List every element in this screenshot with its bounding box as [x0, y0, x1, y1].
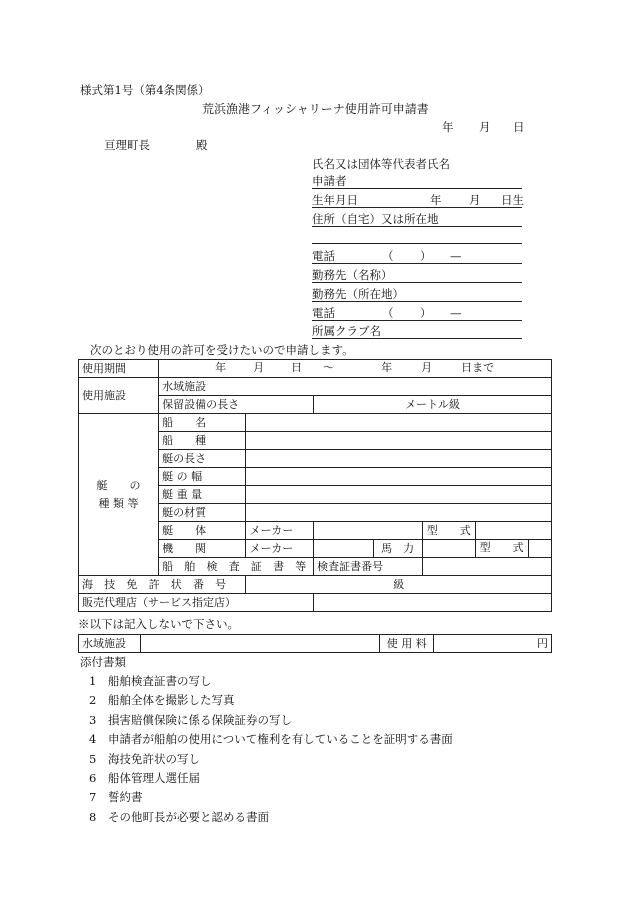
horsepower-label: 馬 力	[373, 540, 422, 558]
attachment-item: 船舶検査証書の写し	[108, 674, 212, 688]
hull-maker-label: メーカー	[246, 522, 314, 540]
boat-weight-label: 艇 重 量	[159, 486, 246, 504]
phone-paren-close: ）	[420, 249, 432, 263]
fee-water-facility-value	[140, 635, 379, 653]
work-name-field[interactable]	[312, 268, 522, 283]
period-year-start: 年	[215, 361, 227, 374]
dob-day: 日生	[501, 193, 524, 207]
period-month-end: 月	[421, 361, 433, 374]
ship-name-value[interactable]	[246, 414, 552, 432]
license-no-label: 海 技 免 許 状 番 号	[79, 576, 246, 594]
attachment-number: 6	[89, 771, 97, 785]
date-month: 月	[479, 120, 491, 134]
period-cell[interactable]	[159, 360, 552, 378]
attachment-number: 2	[89, 693, 97, 708]
phone-paren-open: （	[382, 249, 394, 263]
fee-label: 使 用 料	[380, 635, 434, 653]
form-number: 様式第1号（第4条関係）	[80, 83, 210, 97]
work-address-label: 勤務先（所在地）	[312, 287, 404, 301]
work-name-label: 勤務先（名称）	[312, 268, 393, 282]
recipient-name: 亘理町長	[104, 138, 150, 152]
applicant-header: 氏名又は団体等代表者氏名	[312, 157, 450, 171]
inspection-no-label: 検査証書番号	[314, 558, 423, 576]
boat-length-label: 艇の長さ	[159, 450, 246, 468]
dealer-value[interactable]	[314, 594, 552, 612]
period-year-end: 年	[381, 361, 393, 374]
dob-label: 生年月日	[312, 193, 358, 207]
attachment-number: 1	[89, 674, 97, 688]
water-facility: 水域施設	[159, 378, 552, 396]
meter-class[interactable]: メートル級	[314, 396, 552, 414]
license-grade[interactable]: 級	[246, 576, 552, 594]
dealer-label: 販売代理店（サービス指定店）	[79, 594, 314, 612]
ship-kind-label: 船 種	[159, 432, 246, 450]
engine-maker-label: メーカー	[246, 540, 314, 558]
phone-label: 電話	[312, 249, 335, 263]
work-phone-dash: —	[450, 306, 462, 320]
applicant-label: 申請者	[312, 174, 347, 188]
club-label: 所属クラブ名	[312, 324, 381, 338]
attachment-number: 3	[89, 712, 97, 727]
horsepower-value[interactable]	[422, 540, 475, 558]
intro-text: 次のとおり使用の許可を受けたいので申請します。	[90, 343, 354, 357]
boat-type-label-1: 艇 の	[96, 478, 141, 492]
engine-model-cell[interactable]	[475, 540, 551, 558]
work-phone-paren-close: ）	[420, 306, 432, 320]
club-field[interactable]	[312, 324, 522, 339]
application-table	[78, 359, 552, 612]
period-tilde: 〜	[323, 361, 335, 374]
attachment-number: 8	[89, 809, 97, 824]
date-year: 年	[442, 120, 454, 134]
attachment-number: 4	[89, 732, 97, 747]
work-phone-label: 電話	[312, 306, 335, 320]
attachment-item: 船体管理人選任届	[108, 771, 200, 785]
applicant-field[interactable]	[312, 174, 522, 189]
boat-width-label: 艇 の 幅	[159, 468, 246, 486]
engine-maker-value[interactable]	[314, 540, 373, 558]
phone-dash: —	[450, 249, 462, 263]
dob-month: 月	[469, 193, 481, 207]
attachment-item: 誓約書	[108, 790, 143, 805]
work-address-field[interactable]	[312, 287, 522, 302]
attachment-item: その他町長が必要と認める書面	[108, 809, 269, 824]
period-month-start: 月	[253, 361, 265, 374]
table-row	[79, 635, 552, 653]
phone-field[interactable]	[312, 249, 522, 264]
attachment-number: 7	[89, 790, 97, 805]
address-label: 住所（自宅）又は所在地	[312, 212, 439, 226]
period-until: 日まで	[461, 361, 495, 374]
attachment-item: 損害賠償保険に係る保険証券の写し	[108, 712, 292, 727]
period-label: 使用期間	[79, 360, 159, 378]
fee-table	[78, 634, 552, 653]
attachment-item: 海技免許状の写し	[108, 751, 200, 766]
boat-type-label-2: 種 類 等	[98, 496, 139, 510]
boat-weight-value[interactable]	[246, 486, 552, 504]
table-row	[79, 594, 552, 612]
hull-model-value[interactable]	[475, 522, 551, 540]
fee-water-facility: 水域施設	[79, 635, 141, 653]
table-row	[79, 360, 552, 378]
engine-label: 機 関	[159, 540, 246, 558]
hull-label: 艇 体	[159, 522, 246, 540]
attachment-item: 申請者が船舶の使用について権利を有していることを証明する書面	[108, 732, 453, 747]
attachment-item: 船舶全体を撮影した写真	[108, 693, 235, 708]
boat-material-value[interactable]	[246, 504, 552, 522]
recipient-honorific: 殿	[196, 138, 208, 152]
boat-width-value[interactable]	[246, 468, 552, 486]
page-title: 荒浜漁港フィッシャリーナ使用許可申請書	[202, 102, 429, 116]
inspection-no-value[interactable]	[422, 558, 551, 576]
dob-field[interactable]	[312, 193, 522, 208]
attachment-number: 5	[89, 751, 97, 766]
fee-yen: 円	[434, 635, 552, 653]
period-day-start: 日	[291, 361, 303, 374]
mooring-length-label: 保留設備の長さ	[159, 396, 314, 414]
dob-year: 年	[430, 193, 442, 207]
facility-label: 使用施設	[79, 378, 159, 414]
boat-material-label: 艇の材質	[159, 504, 246, 522]
ship-kind-value[interactable]	[246, 432, 552, 450]
address-field[interactable]	[312, 212, 522, 227]
table-row	[79, 378, 552, 396]
engine-model-label: 型 式	[476, 540, 529, 557]
ship-name-label: 船 名	[159, 414, 246, 432]
inspection-cert-label: 船 舶 検 査 証 書 等	[159, 558, 314, 576]
date-day: 日	[513, 120, 525, 134]
address-field-2[interactable]	[312, 229, 522, 244]
table-row	[79, 576, 552, 594]
attachments-title: 添付書類	[80, 655, 126, 669]
table-row	[79, 414, 552, 432]
hull-model-label: 型 式	[422, 522, 475, 540]
hull-maker-value[interactable]	[314, 522, 423, 540]
boat-type-label	[79, 414, 159, 576]
boat-length-value[interactable]	[246, 450, 552, 468]
work-phone-field[interactable]	[312, 306, 522, 321]
work-phone-paren-open: （	[382, 306, 394, 320]
office-use-note: ※以下は記入しないで下さい。	[78, 617, 239, 631]
